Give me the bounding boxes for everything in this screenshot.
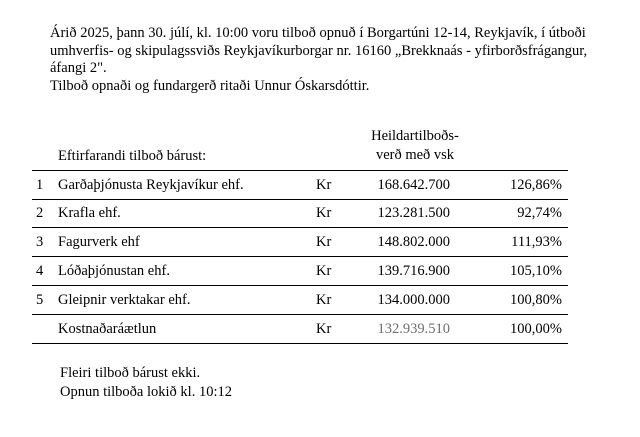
cost-estimate-row: [32, 315, 568, 344]
bidder-name: Garðaþjónusta Reykjavíkur ehf.: [58, 177, 244, 193]
row-number: 5: [36, 292, 44, 308]
currency-label: Kr: [316, 234, 332, 250]
table-row: [32, 286, 568, 315]
bid-percent: 92,74%: [517, 205, 562, 221]
estimate-percent: 100,00%: [510, 321, 562, 337]
row-number: 4: [36, 263, 44, 279]
intro-paragraph: Árið 2025, þann 30. júlí, kl. 10:00 voru tilboð opnuð í Borgartúni 12-14, Reykjavík, í útboði umhverfis- og skipulagssviðs Reykjavíkurborgar nr. 16160 „Brekknaás - yfirborðsfrágangur, áfangi 2".: [50, 25, 588, 76]
bid-amount: 139.716.900: [377, 263, 450, 279]
bidder-name: Lóðaþjónustan ehf.: [58, 263, 170, 279]
intro-text: [50, 25, 625, 95]
opening-closed-note: Opnun tilboða lokið kl. 10:12: [60, 384, 232, 400]
bidder-name: Fagurverk ehf: [58, 234, 140, 250]
currency-label: Kr: [316, 321, 332, 337]
currency-label: Kr: [316, 177, 332, 193]
bid-percent: 126,86%: [510, 177, 562, 193]
total-price-header-line1: Heildartilboðs-: [371, 128, 459, 144]
currency-label: Kr: [316, 292, 332, 308]
currency-label: Kr: [316, 205, 332, 221]
bid-amount: 123.281.500: [377, 205, 450, 221]
bid-percent: 105,10%: [510, 263, 562, 279]
estimate-amount: 132.939.510: [377, 321, 450, 337]
total-price-header-line2: verð með vsk: [375, 147, 455, 163]
minutes-author: Tilboð opnaði og fundargerð ritaði Unnur Óskarsdóttir.: [50, 77, 370, 94]
table-row: [32, 170, 568, 200]
footer-notes: [60, 364, 232, 402]
row-number: 1: [36, 177, 44, 193]
table-row: [32, 199, 568, 228]
table-row: [32, 228, 568, 257]
bids-received-header: Eftirfarandi tilboð bárust:: [58, 148, 207, 164]
bidder-name: Krafla ehf.: [58, 205, 121, 221]
row-number: 3: [36, 234, 44, 250]
bid-amount: 148.802.000: [377, 234, 450, 250]
no-more-bids-note: Fleiri tilboð bárust ekki.: [60, 365, 201, 381]
bid-amount: 134.000.000: [377, 292, 450, 308]
bid-percent: 111,93%: [511, 234, 562, 250]
row-number: 2: [36, 205, 44, 221]
currency-label: Kr: [316, 263, 332, 279]
table-row: [32, 257, 568, 286]
total-price-header: [345, 127, 485, 165]
bidder-name: Gleipnir verktakar ehf.: [58, 292, 191, 308]
cost-estimate-label: Kostnaðaráætlun: [58, 321, 157, 337]
bid-amount: 168.642.700: [377, 177, 450, 193]
bid-percent: 100,80%: [510, 292, 562, 308]
